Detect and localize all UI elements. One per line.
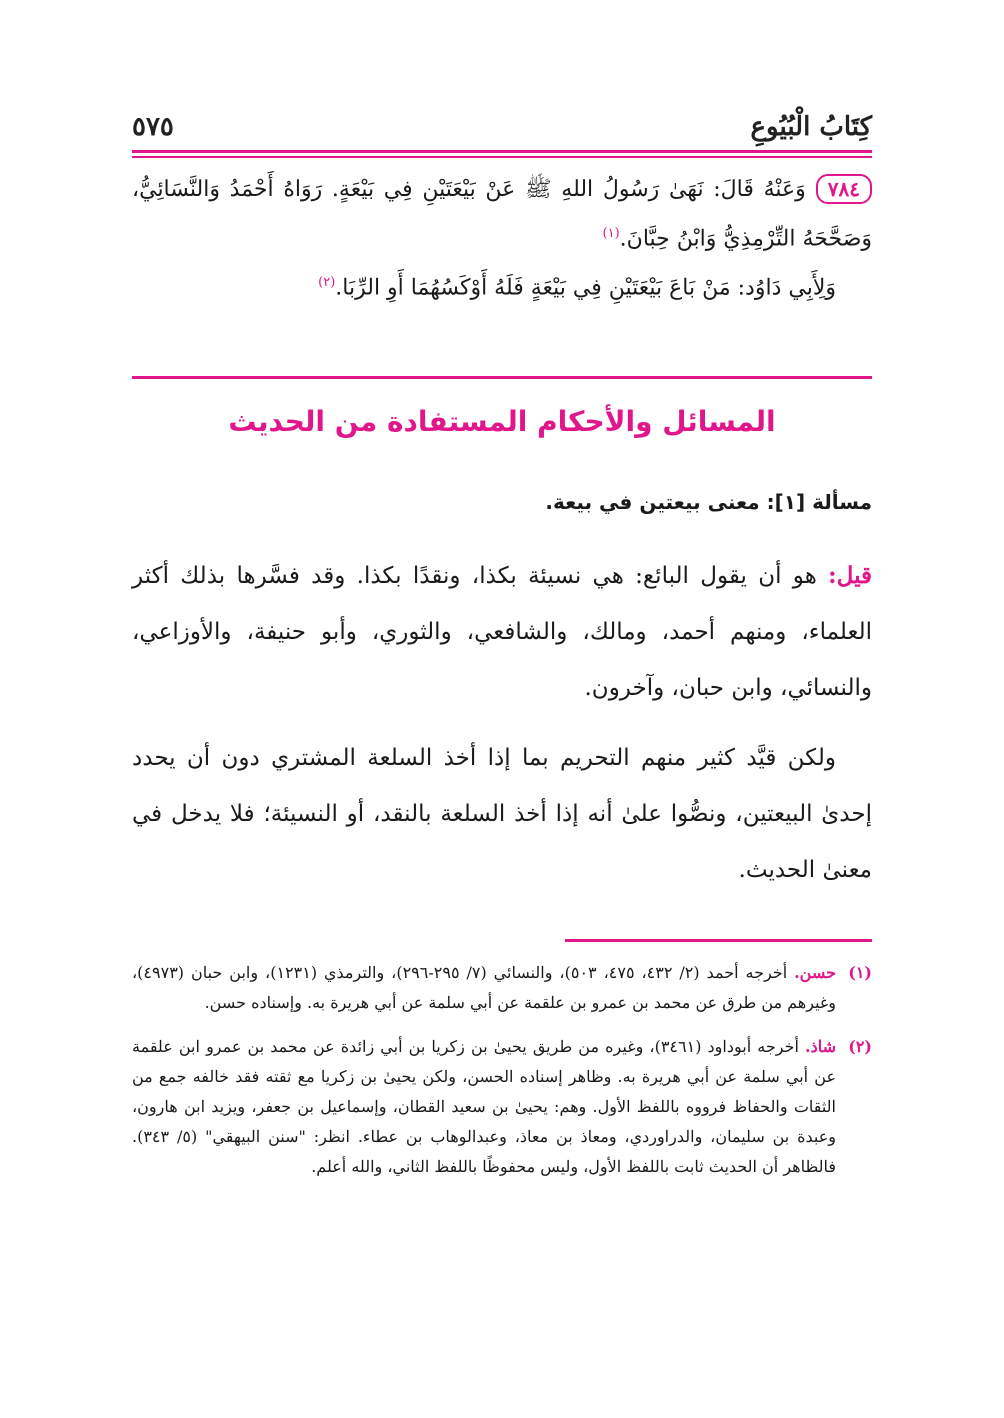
footnote-1 (132, 958, 872, 1018)
footnote-number: (٢) (848, 1037, 872, 1056)
footnote-text: أخرجه أبوداود (٣٤٦١)، وغيره من طريق يحيىٰ بن زكريا بن أبي زائدة عن محمد بن عمرو ابن علقمة عن أبي سلمة عن أبي هريرة به. وظاهر إسناده الحسن، ولكن يحيىٰ بن زكريا مع ثقته فقد خالفه جمع من الثقات والحفاظ فرووه باللفظ الأول. وهم: يحيىٰ بن سعيد القطان، وإسماعيل بن جعفر، ويزيد ابن هارون، وعبدة بن سليمان، والدراوردي، ومعاذ بن معاذ، وعبدالوهاب بن عطاء. انظر: "سنن البيهقي" (٥/ ٣٤٣). فالظاهر أن الحديث ثابت باللفظ الأول، وليس محفوظًا باللفظ الثاني، والله أعلم. (132, 1037, 836, 1176)
body-text (132, 548, 872, 912)
footnote-text: أخرجه أحمد (٢/ ٤٣٢، ٤٧٥، ٥٠٣)، والنسائي (٧/ ٢٩٥-٢٩٦)، والترمذي (١٢٣١)، وابن حبان (٤٩٧٣)، وغيرهم من طرق عن محمد بن عمرو بن علقمة عن أبي سلمة عن أبي هريرة به. وإسناده حسن. (132, 963, 836, 1012)
footnote-grade: شاذ. (805, 1037, 837, 1056)
footnote-ref-1[interactable]: (١) (602, 226, 620, 241)
footnote-2 (132, 1032, 872, 1182)
hadith-text: وَعَنْهُ قَالَ: نَهَىٰ رَسُولُ اللهِ ﷺ عَنْ بَيْعَتَيْنِ فِي بَيْعَةٍ. رَوَاهُ أَحْمَدُ وَالنَّسَائِيُّ، وَصَحَّحَهُ التِّرْمِذِيُّ وَابْنُ حِبَّانَ. (132, 177, 872, 252)
footnote-number: (١) (848, 963, 872, 982)
page-number: ٥٧٥ (132, 112, 174, 142)
paragraph-1-text: هو أن يقول البائع: هي نسيئة بكذا، ونقدًا بكذا. وقد فسَّرها بذلك أكثر العلماء، ومنهم أحمد، ومالك، والشافعي، والثوري، وأبو حنيفة، والأوزاعي، والنسائي، وابن حبان، وآخرون. (132, 563, 872, 701)
page-header (132, 112, 872, 146)
header-rule-thick (132, 150, 872, 153)
hadith-main (132, 168, 872, 261)
paragraph-1 (132, 548, 872, 716)
paragraph-lead: قيل: (828, 562, 872, 589)
footnotes (132, 958, 872, 1196)
footnote-grade: حسن. (794, 963, 837, 982)
hadith-number-badge: ٧٨٤ (816, 174, 872, 204)
footnote-ref-2[interactable]: (٢) (318, 275, 336, 291)
hadith-variant (132, 261, 872, 310)
hadith-variant-text: وَلِأَبِي دَاوُد: مَنْ بَاعَ بَيْعَتَيْنِ فِي بَيْعَةٍ فَلَهُ أَوْكَسُهُمَا أَوِ الرِّبَا. (335, 275, 836, 301)
paragraph-2: ولكن قيَّد كثير منهم التحريم بما إذا أخذ السلعة المشتري دون أن يحدد إحدىٰ البيعتين، ونصُّوا علىٰ أنه إذا أخذ السلعة بالنقد، أو النسيئة؛ فلا يدخل في معنىٰ الحديث. (132, 745, 872, 883)
footnote-separator (565, 939, 872, 942)
header-rule-thin (132, 156, 872, 158)
issue-heading: مسألة [١]: معنى بيعتين في بيعة. (545, 490, 872, 514)
hadith-block (132, 168, 872, 311)
section-title: المسائل والأحكام المستفادة من الحديث (228, 405, 776, 438)
book-title: كِتَابُ الْبُيُوعِ (750, 112, 872, 142)
section-rule (132, 376, 872, 379)
